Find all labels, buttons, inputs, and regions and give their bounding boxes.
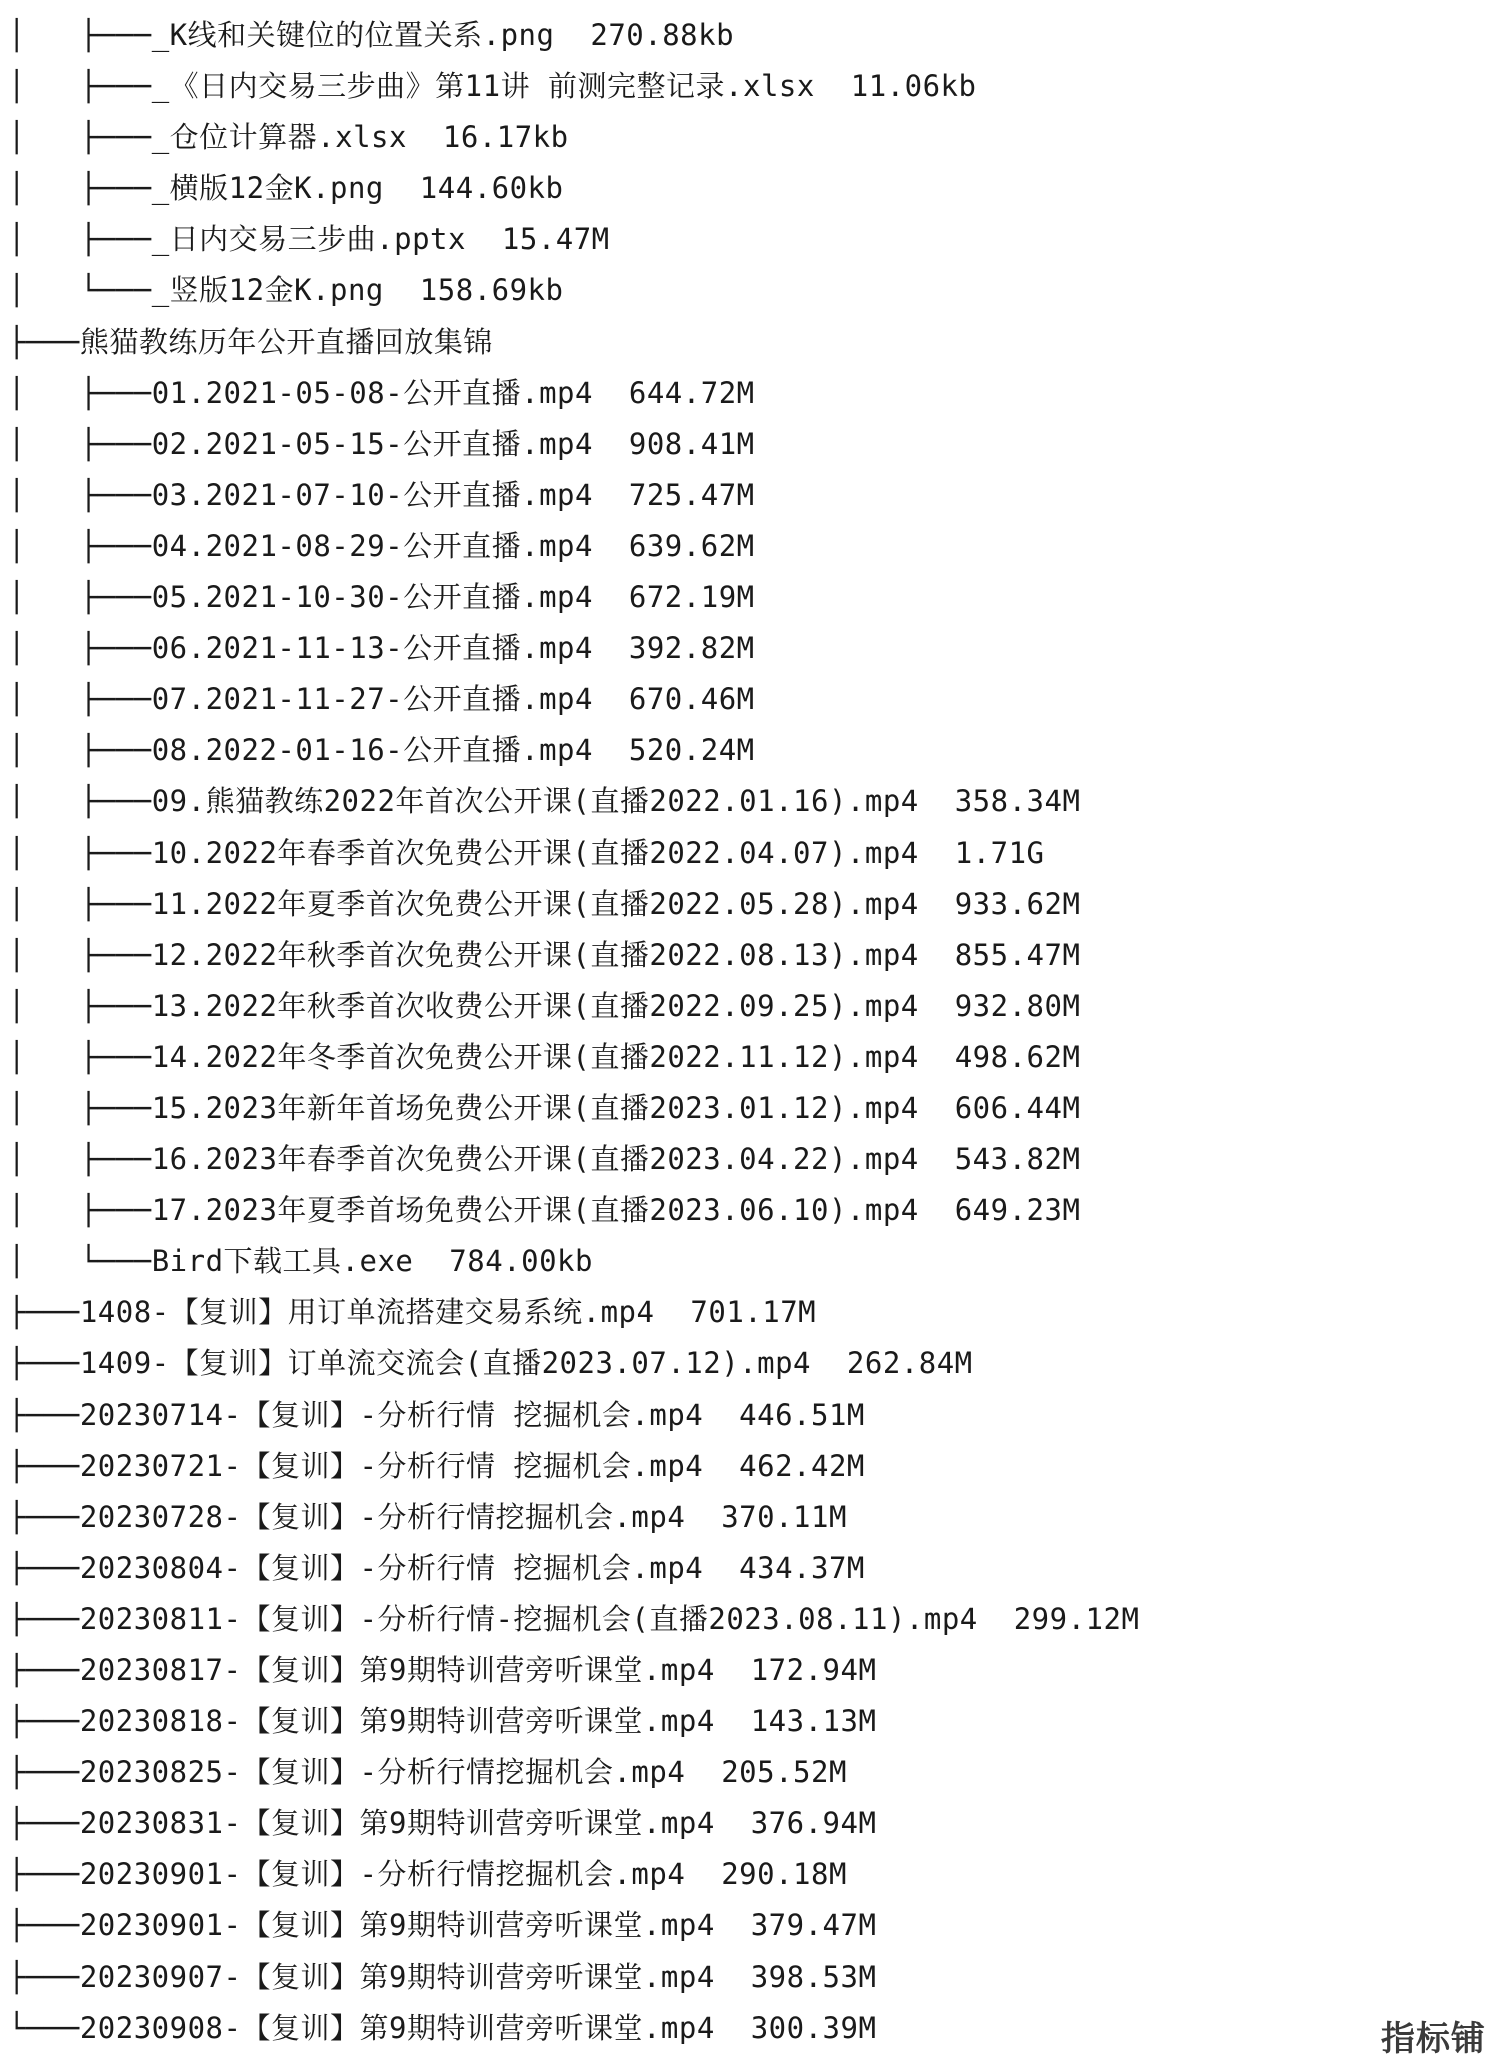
file-entry: [8, 1543, 1139, 1594]
tree-branch-connector: │ └───: [8, 1244, 152, 1279]
file-entry: [8, 1287, 1139, 1338]
file-size: 701.17M: [690, 1295, 817, 1330]
tree-branch-connector: │ ├───: [8, 1090, 152, 1125]
file-name: 20230908-【复训】第9期特训营旁听课堂.mp4: [79, 2010, 715, 2045]
file-entry: [8, 1236, 1139, 1287]
tree-branch-connector: ├───: [8, 1601, 80, 1636]
file-entry: [8, 1594, 1139, 1645]
tree-branch-connector: │ ├───: [8, 528, 152, 563]
tree-branch-connector: │ ├───: [8, 886, 152, 921]
tree-branch-connector: ├───: [8, 1397, 80, 1432]
file-name: 20230714-【复训】-分析行情 挖掘机会.mp4: [79, 1397, 704, 1432]
file-name: 06.2021-11-13-公开直播.mp4: [151, 631, 593, 666]
tree-branch-connector: │ ├───: [8, 1193, 152, 1228]
file-size: 606.44M: [954, 1090, 1081, 1125]
file-size: 376.94M: [750, 1806, 877, 1841]
tree-branch-connector: │ ├───: [8, 120, 152, 155]
file-size: 855.47M: [954, 937, 1081, 972]
file-name: 20230721-【复训】-分析行情 挖掘机会.mp4: [79, 1448, 704, 1483]
file-name: 16.2023年春季首次免费公开课(直播2023.04.22).mp4: [151, 1142, 919, 1177]
file-size: 16.17kb: [442, 120, 569, 155]
file-size: 262.84M: [846, 1346, 973, 1381]
file-name: _仓位计算器.xlsx: [151, 120, 407, 155]
tree-branch-connector: └───: [8, 2010, 80, 2045]
file-entry: [8, 674, 1139, 725]
tree-branch-connector: │ ├───: [8, 733, 152, 768]
file-entry: [8, 1185, 1139, 1236]
file-size: 358.34M: [954, 784, 1081, 819]
file-size: 520.24M: [628, 733, 755, 768]
file-size: 144.60kb: [419, 171, 564, 206]
file-entry: [8, 1134, 1139, 1185]
tree-branch-connector: │ ├───: [8, 477, 152, 512]
file-entry: [8, 61, 1139, 112]
file-name: 1409-【复训】订单流交流会(直播2023.07.12).mp4: [79, 1346, 811, 1381]
file-size: 784.00kb: [449, 1244, 593, 1279]
file-entry: [8, 521, 1139, 572]
file-name: 1408-【复训】用订单流搭建交易系统.mp4: [79, 1295, 655, 1330]
tree-branch-connector: ├───: [8, 1806, 80, 1841]
tree-branch-connector: ├───: [8, 324, 80, 359]
tree-branch-connector: ├───: [8, 1295, 80, 1330]
file-entry: [8, 623, 1139, 674]
file-name: _日内交易三步曲.pptx: [151, 222, 466, 257]
tree-branch-connector: ├───: [8, 1755, 80, 1790]
file-entry: [8, 1492, 1139, 1543]
file-entry: [8, 214, 1139, 265]
file-name: 09.熊猫教练2022年首次公开课(直播2022.01.16).mp4: [151, 784, 919, 819]
file-name: 01.2021-05-08-公开直播.mp4: [151, 375, 593, 410]
folder-name: 熊猫教练历年公开直播回放集锦: [79, 324, 493, 359]
tree-branch-connector: │ ├───: [8, 426, 152, 461]
file-entry: [8, 1338, 1139, 1389]
file-size: 543.82M: [954, 1142, 1081, 1177]
file-name: 12.2022年秋季首次免费公开课(直播2022.08.13).mp4: [151, 937, 919, 972]
file-entry: [8, 470, 1139, 521]
tree-branch-connector: ├───: [8, 1704, 80, 1739]
file-entry: [8, 1798, 1139, 1849]
file-entry: [8, 265, 1139, 316]
file-entry: [8, 1747, 1139, 1798]
file-tree-listing: [8, 10, 1139, 2054]
file-name: 15.2023年新年首场免费公开课(直播2023.01.12).mp4: [151, 1090, 919, 1125]
tree-branch-connector: │ ├───: [8, 988, 152, 1023]
file-entry: [8, 1032, 1139, 1083]
file-name: 20230804-【复训】-分析行情 挖掘机会.mp4: [79, 1550, 704, 1585]
file-name: 05.2021-10-30-公开直播.mp4: [151, 580, 593, 615]
file-size: 462.42M: [739, 1448, 865, 1483]
file-name: 08.2022-01-16-公开直播.mp4: [151, 733, 593, 768]
file-entry: [8, 725, 1139, 776]
tree-branch-connector: ├───: [8, 1857, 80, 1892]
file-entry: [8, 1645, 1139, 1696]
file-size: 299.12M: [1013, 1601, 1140, 1636]
file-entry: [8, 828, 1139, 879]
file-name: 07.2021-11-27-公开直播.mp4: [151, 682, 593, 717]
file-entry: [8, 163, 1139, 214]
file-entry: [8, 2003, 1139, 2054]
tree-branch-connector: ├───: [8, 1499, 80, 1534]
file-size: 172.94M: [750, 1653, 877, 1687]
file-size: 672.19M: [628, 580, 755, 615]
file-size: 446.51M: [739, 1397, 865, 1432]
file-name: 20230901-【复训】-分析行情挖掘机会.mp4: [79, 1857, 686, 1892]
tree-branch-connector: ├───: [8, 1959, 80, 1994]
file-name: 10.2022年春季首次免费公开课(直播2022.04.07).mp4: [151, 835, 919, 870]
file-size: 300.39M: [750, 2010, 877, 2045]
file-size: 205.52M: [721, 1755, 847, 1790]
file-size: 11.06kb: [850, 69, 977, 104]
tree-branch-connector: │ ├───: [8, 1039, 152, 1074]
file-name: 20230728-【复训】-分析行情挖掘机会.mp4: [79, 1499, 686, 1534]
tree-branch-connector: ├───: [8, 1653, 80, 1687]
file-entry: [8, 981, 1139, 1032]
tree-branch-connector: │ └───: [8, 273, 152, 308]
file-entry: [8, 10, 1139, 61]
tree-branch-connector: │ ├───: [8, 222, 152, 257]
file-size: 434.37M: [739, 1550, 865, 1585]
tree-branch-connector: │ ├───: [8, 1142, 152, 1177]
file-size: 370.11M: [721, 1499, 847, 1534]
file-name: 17.2023年夏季首场免费公开课(直播2023.06.10).mp4: [151, 1193, 919, 1228]
file-entry: [8, 572, 1139, 623]
file-size: 670.46M: [628, 682, 755, 717]
file-entry: [8, 1900, 1139, 1951]
tree-branch-connector: │ ├───: [8, 784, 152, 819]
file-name: 20230901-【复训】第9期特训营旁听课堂.mp4: [79, 1908, 715, 1943]
file-size: 725.47M: [628, 477, 755, 512]
file-entry: [8, 1952, 1139, 2003]
file-name: 20230831-【复训】第9期特训营旁听课堂.mp4: [79, 1806, 715, 1841]
file-name: 02.2021-05-15-公开直播.mp4: [151, 426, 593, 461]
folder-entry: [8, 317, 1139, 368]
file-name: 03.2021-07-10-公开直播.mp4: [151, 477, 593, 512]
file-size: 270.88kb: [590, 18, 735, 52]
file-entry: [8, 930, 1139, 981]
file-size: 644.72M: [628, 375, 755, 410]
file-name: 04.2021-08-29-公开直播.mp4: [151, 528, 593, 563]
file-name: Bird下载工具.exe: [151, 1244, 414, 1279]
file-size: 158.69kb: [419, 273, 564, 308]
file-size: 392.82M: [628, 631, 755, 666]
tree-branch-connector: │ ├───: [8, 18, 152, 52]
file-name: 13.2022年秋季首次收费公开课(直播2022.09.25).mp4: [151, 988, 919, 1023]
tree-branch-connector: │ ├───: [8, 580, 152, 615]
tree-branch-connector: │ ├───: [8, 69, 152, 104]
file-size: 639.62M: [628, 528, 755, 563]
file-name: 11.2022年夏季首次免费公开课(直播2022.05.28).mp4: [151, 886, 919, 921]
file-size: 1.71G: [954, 835, 1045, 870]
tree-branch-connector: │ ├───: [8, 631, 152, 666]
file-entry: [8, 776, 1139, 827]
file-name: 14.2022年冬季首次免费公开课(直播2022.11.12).mp4: [151, 1039, 919, 1074]
file-entry: [8, 419, 1139, 470]
tree-branch-connector: │ ├───: [8, 835, 152, 870]
file-size: 908.41M: [628, 426, 755, 461]
file-size: 379.47M: [750, 1908, 877, 1943]
file-name: 20230811-【复训】-分析行情-挖掘机会(直播2023.08.11).mp4: [79, 1601, 978, 1636]
file-name: 20230818-【复训】第9期特训营旁听课堂.mp4: [79, 1704, 715, 1739]
tree-branch-connector: │ ├───: [8, 937, 152, 972]
file-entry: [8, 368, 1139, 419]
file-size: 143.13M: [750, 1704, 877, 1739]
file-size: 398.53M: [750, 1959, 877, 1994]
file-name: _竖版12金K.png: [151, 273, 384, 308]
file-name: _横版12金K.png: [151, 171, 384, 206]
file-size: 649.23M: [954, 1193, 1081, 1228]
file-size: 933.62M: [954, 886, 1081, 921]
file-name: _K线和关键位的位置关系.png: [151, 18, 555, 52]
tree-branch-connector: │ ├───: [8, 682, 152, 717]
file-entry: [8, 1390, 1139, 1441]
file-name: 20230825-【复训】-分析行情挖掘机会.mp4: [79, 1755, 686, 1790]
file-name: 20230817-【复训】第9期特训营旁听课堂.mp4: [79, 1653, 715, 1687]
file-name: 20230907-【复训】第9期特训营旁听课堂.mp4: [79, 1959, 715, 1994]
file-entry: [8, 1849, 1139, 1900]
file-entry: [8, 1083, 1139, 1134]
file-size: 290.18M: [721, 1857, 847, 1892]
file-size: 932.80M: [954, 988, 1081, 1023]
tree-branch-connector: │ ├───: [8, 375, 152, 410]
tree-branch-connector: ├───: [8, 1346, 80, 1381]
file-name: _《日内交易三步曲》第11讲 前测完整记录.xlsx: [151, 69, 815, 104]
tree-branch-connector: ├───: [8, 1550, 80, 1585]
tree-branch-connector: ├───: [8, 1448, 80, 1483]
watermark-logo: 指标铺: [1381, 2019, 1486, 2059]
file-size: 498.62M: [954, 1039, 1081, 1074]
file-entry: [8, 879, 1139, 930]
file-entry: [8, 1696, 1139, 1747]
file-entry: [8, 1441, 1139, 1492]
file-size: 15.47M: [501, 222, 610, 257]
file-entry: [8, 112, 1139, 163]
tree-branch-connector: ├───: [8, 1908, 80, 1943]
tree-branch-connector: │ ├───: [8, 171, 152, 206]
